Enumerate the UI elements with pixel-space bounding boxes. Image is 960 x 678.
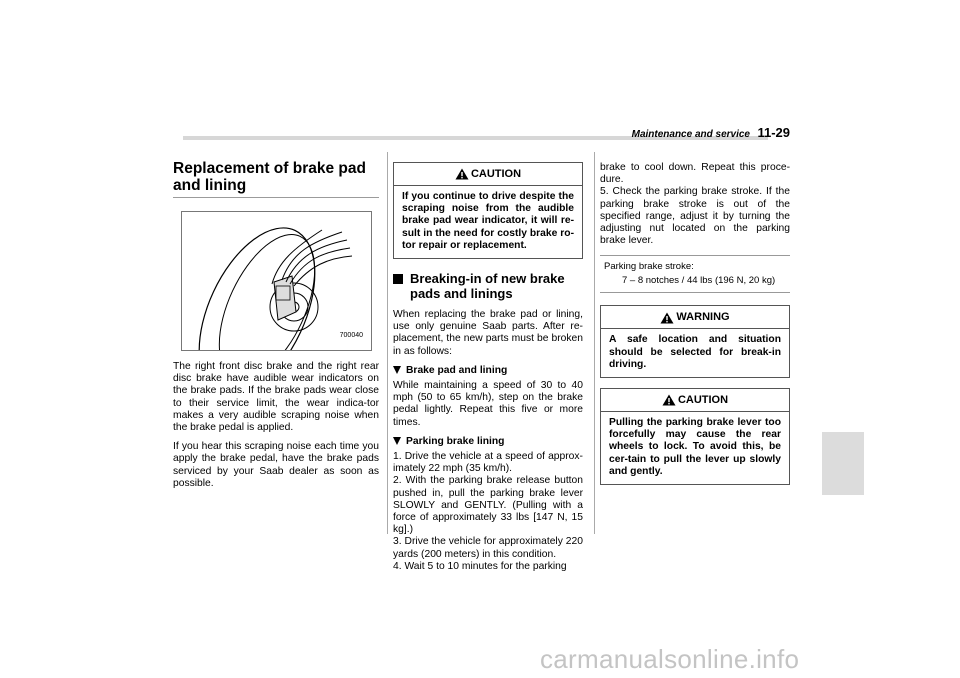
warning-box: [600, 305, 790, 378]
triangle-bullet-icon: [393, 366, 401, 374]
sub-heading: Brake pad and lining: [393, 365, 583, 377]
sub-heading: Parking brake lining: [393, 436, 583, 448]
caution-box: [393, 162, 583, 259]
bottom-watermark: carmanualsonline.info: [540, 644, 800, 674]
paragraph: If you hear this scraping noise each time you apply the brake pedal, have the brake pads serviced by your Saab dealer as soon as possible.: [173, 441, 379, 489]
warning-text: A safe location and situation should be selected for break-in driving.: [609, 334, 781, 370]
paragraph: When replacing the brake pad or lining, use only genuine Saab parts. After re-placement, the new parts must be broken in as follows:: [393, 309, 583, 357]
warning-triangle-icon: [660, 312, 674, 324]
spec-table: [600, 255, 790, 293]
column-divider-right: [594, 152, 595, 534]
left-column: [173, 160, 379, 497]
step: 2. With the parking brake release button pushed in, pull the parking brake lever SLOWLY and GENTLY. (Pulling with a force of approximately 33 lbs [147 N, 15 kg].): [393, 475, 583, 536]
paragraph: While maintaining a speed of 30 to 40 mph (50 to 65 km/h), step on the brake pedal lightly. Repeat this five or more times.: [393, 380, 583, 428]
section-title: Replacement of brake pad and lining: [173, 160, 366, 194]
caution-text: Pulling the parking brake lever too forcefully may cause the rear wheels to lock. To avoid this, be cer-tain to pull the lever up slowly and gently.: [609, 417, 781, 477]
header-section: Maintenance and service: [631, 129, 750, 140]
subsection-title: Breaking-in of new brake pads and linings: [393, 271, 583, 301]
triangle-bullet-icon: [393, 437, 401, 445]
paragraph: The right front disc brake and the right rear disc brake have audible wear indicators on the brake pads. If the brake pads wear close to their service limit, the wear indica-tor makes a very audible scraping noise when the brake pedal is applied.: [173, 361, 379, 434]
page-header: [620, 124, 790, 142]
chapter-tab: [822, 432, 864, 495]
caution-text: If you continue to drive despite the scraping noise from the audible brake pad wear indicator, it will re-sult in the need for costly brake ro-tor repair or replacement.: [402, 191, 574, 251]
warning-heading: WARNING: [601, 306, 789, 329]
column-divider-left: [387, 152, 388, 534]
paragraph: brake to cool down. Repeat this proce-dure.: [600, 162, 790, 186]
title-rule: [173, 197, 379, 198]
caution-heading: CAUTION: [394, 163, 582, 186]
spec-label: Parking brake stroke:: [604, 261, 694, 273]
step: 4. Wait 5 to 10 minutes for the parking: [393, 560, 567, 572]
caution-heading: CAUTION: [601, 389, 789, 412]
warning-triangle-icon: [455, 168, 469, 180]
spec-value: 7 – 8 notches / 44 lbs (196 N, 20 kg): [622, 275, 776, 287]
step: 3. Drive the vehicle for approximately 220 yards (200 meters) in this condition.: [393, 536, 583, 560]
caution-box: [600, 388, 790, 485]
right-column: [600, 162, 790, 485]
middle-column: [393, 162, 583, 573]
figure-code: 700040: [339, 331, 363, 339]
page-number: 11-29: [757, 125, 790, 140]
warning-triangle-icon: [662, 394, 676, 406]
brake-figure: [181, 211, 372, 351]
step: 5. Check the parking brake stroke. If the parking brake stroke is out of the specified range, adjust it by turning the adjusting nut located on the parking brake lever.: [600, 186, 790, 247]
step: 1. Drive the vehicle at a speed of approx-imately 22 mph (35 km/h).: [393, 451, 583, 475]
square-bullet-icon: [393, 274, 403, 284]
